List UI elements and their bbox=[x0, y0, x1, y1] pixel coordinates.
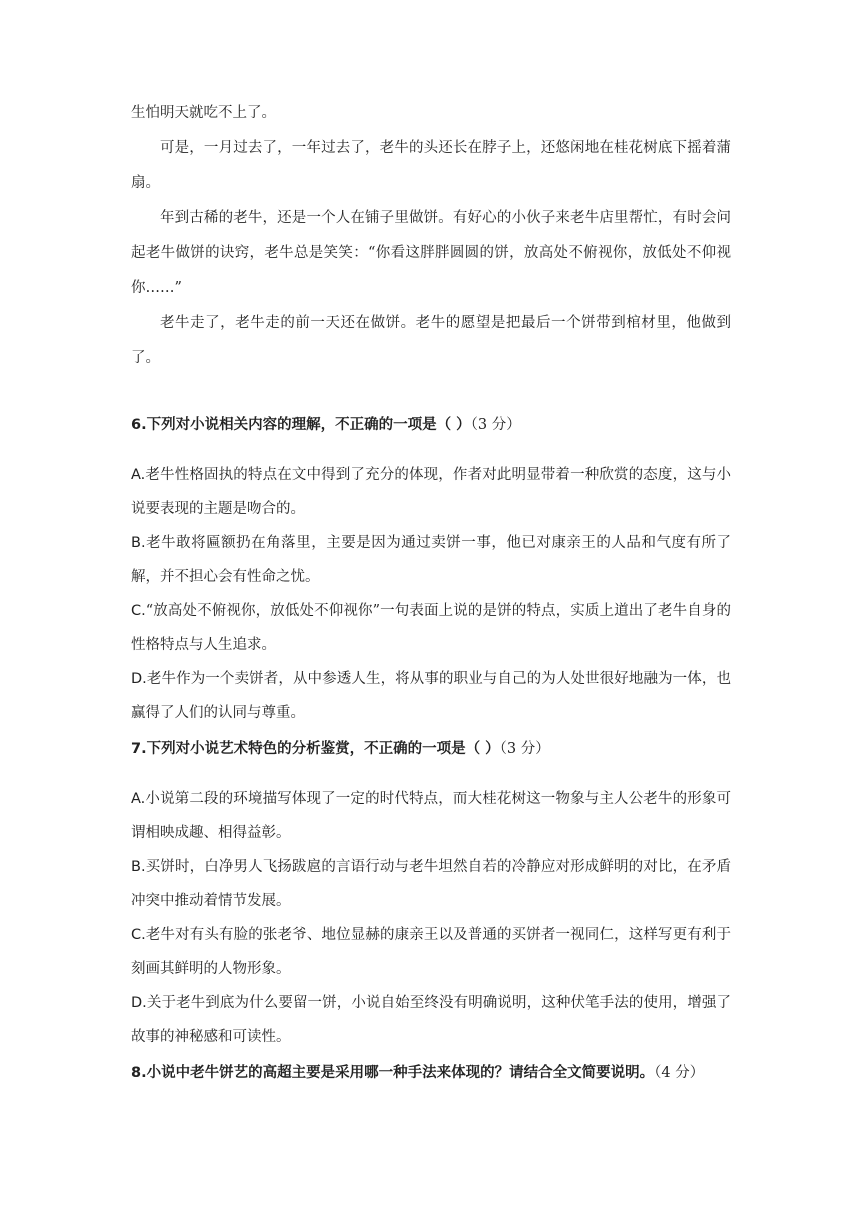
option-text: 老牛对有头有脸的张老爷、地位显赫的康亲王以及普通的买饼者一视同仁，这样写更有利于刻画其鲜明的人物形象。 bbox=[131, 927, 731, 977]
option-text: 老牛作为一个卖饼者，从中参透人生，将从事的职业与自己的为人处世很好地融为一体，也赢得了人们的认同与尊重。 bbox=[131, 671, 731, 721]
passage-paragraph: 老牛走了，老牛走的前一天还在做饼。老牛的愿望是把最后一个饼带到棺材里，他做到了。 bbox=[131, 315, 731, 366]
option-d bbox=[131, 986, 731, 1054]
question-score: （4 分） bbox=[654, 1065, 705, 1081]
option-b bbox=[131, 526, 731, 594]
question-text: 下列对小说艺术特色的分析鉴赏，不正确的一项是（ ） bbox=[146, 741, 500, 757]
passage-paragraph: 可是，一月过去了，一年过去了，老牛的头还长在脖子上，还悠闲地在桂花树底下摇着蒲扇。 bbox=[131, 140, 731, 191]
option-a bbox=[131, 782, 731, 850]
option-letter: B. bbox=[131, 859, 146, 875]
option-letter: C. bbox=[131, 603, 146, 619]
option-letter: A. bbox=[131, 467, 146, 483]
document-page bbox=[131, 96, 731, 1088]
option-text: 小说第二段的环境描写体现了一定的时代特点，而大桂花树这一物象与主人公老牛的形象可谓相映成趣、相得益彰。 bbox=[131, 791, 731, 841]
option-d bbox=[131, 662, 731, 730]
option-a bbox=[131, 458, 731, 526]
question-8 bbox=[131, 1058, 731, 1088]
question-score: （3 分） bbox=[470, 417, 521, 433]
question-stem bbox=[131, 1058, 731, 1088]
option-text: 买饼时，白净男人飞扬跋扈的言语行动与老牛坦然自若的冷静应对形成鲜明的对比，在矛盾冲突中推动着情节发展。 bbox=[131, 859, 731, 909]
passage-paragraph: 生怕明天就吃不上了。 bbox=[131, 105, 276, 121]
option-letter: C. bbox=[131, 927, 146, 943]
option-text: “放高处不俯视你，放低处不仰视你”一句表面上说的是饼的特点，实质上道出了老牛自身的性格特点与人生追求。 bbox=[131, 603, 731, 653]
option-c bbox=[131, 594, 731, 662]
question-stem bbox=[131, 734, 731, 764]
option-letter: D. bbox=[131, 995, 147, 1011]
option-letter: A. bbox=[131, 791, 146, 807]
option-text: 关于老牛到底为什么要留一饼，小说自始至终没有明确说明，这种伏笔手法的使用，增强了故事的神秘感和可读性。 bbox=[131, 995, 731, 1045]
question-7 bbox=[131, 734, 731, 1054]
question-text: 下列对小说相关内容的理解，不正确的一项是（ ） bbox=[146, 417, 471, 433]
passage bbox=[131, 96, 731, 376]
question-number: 8. bbox=[131, 1065, 147, 1081]
question-6 bbox=[131, 410, 731, 730]
option-text: 老牛敢将匾额扔在角落里，主要是因为通过卖饼一事，他已对康亲王的人品和气度有所了解，并不担心会有性命之忧。 bbox=[131, 535, 731, 585]
question-score: （3 分） bbox=[499, 741, 550, 757]
question-stem bbox=[131, 410, 731, 440]
option-letter: B. bbox=[131, 535, 146, 551]
option-letter: D. bbox=[131, 671, 147, 687]
option-c bbox=[131, 918, 731, 986]
option-b bbox=[131, 850, 731, 918]
question-text: 小说中老牛饼艺的高超主要是采用哪一种手法来体现的？请结合全文简要说明。 bbox=[146, 1065, 655, 1081]
question-number: 6. bbox=[131, 417, 147, 433]
option-text: 老牛性格固执的特点在文中得到了充分的体现，作者对此明显带着一种欣赏的态度，这与小说要表现的主题是吻合的。 bbox=[131, 467, 731, 517]
passage-paragraph: 年到古稀的老牛，还是一个人在铺子里做饼。有好心的小伙子来老牛店里帮忙，有时会问起老牛做饼的诀窍，老牛总是笑笑：“你看这胖胖圆圆的饼，放高处不俯视你，放低处不仰视你……” bbox=[131, 210, 731, 296]
question-number: 7. bbox=[131, 741, 147, 757]
